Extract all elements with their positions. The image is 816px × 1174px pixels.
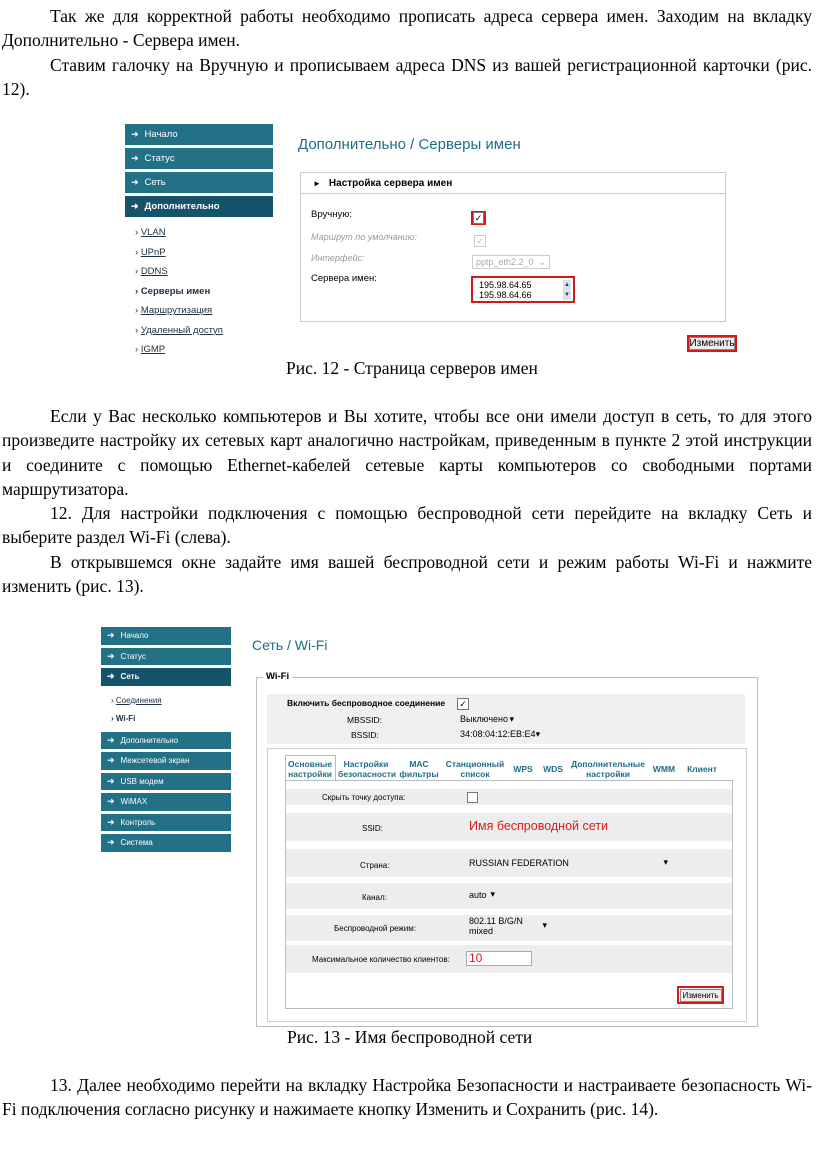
tab-panel [285,780,733,1009]
arrow-right-icon: ➜ [107,671,115,682]
sidebar-sub-upnp[interactable]: › UPnP [135,246,166,258]
arrow-right-icon: ➜ [131,201,139,211]
change-button-highlight[interactable] [687,335,737,352]
paragraph: Так же для корректной работы необходимо прописать адреса сервера имен. Заходим на вкладку Дополнительно - Сервера имен. [2,6,812,51]
tab-wps[interactable]: WPS [513,764,533,774]
figure-12-caption: Рис. 12 - Страница серверов имен [286,358,538,378]
sidebar [125,124,273,356]
arrow-right-icon: ➜ [107,816,115,827]
sidebar-item-system[interactable]: ➜ Система [101,834,231,855]
paragraph: 12. Для настройки подключения с помощью беспроводной сети перейдите на вкладку Сеть и выберите раздел Wi-Fi (слева). [2,503,812,548]
sidebar-item-usb-modem[interactable]: ➜ USB модем [101,773,231,794]
figure-13-caption: Рис. 13 - Имя беспроводной сети [287,1027,533,1047]
sidebar [101,627,231,855]
figure-13-screenshot [101,625,761,1028]
sidebar-sub-routing[interactable]: › Маршрутизация [135,305,213,317]
country-label: Страна: [360,861,390,870]
paragraph: 13. Далее необходимо перейти на вкладку Настройка Безопасности и настраиваете безопасность Wi-Fi подключения согласно рисунку и нажимаете кнопку Изменить и Сохранить (рис. 14). [2,1075,812,1120]
arrow-right-icon: ➜ [107,650,115,661]
interface-label: Интерфейс: [311,253,365,263]
tab-wds[interactable]: WDS [543,764,563,774]
arrow-right-icon: ➜ [131,153,139,163]
default-route-checkbox[interactable]: ✓ [474,235,486,247]
dns-settings-panel [300,172,726,322]
bssid-label: BSSID: [351,730,379,740]
hide-ap-label: Скрыть точку доступа: [322,793,406,802]
chevron-down-icon: ▾ [663,857,668,867]
figure-12-screenshot [125,122,740,356]
sidebar-item-status[interactable]: ➜ Статус [125,148,273,172]
paragraph: Ставим галочку на Вручную и прописываем адреса DNS из вашей регистрационной карточки (рис. 12). [2,54,812,99]
dns-servers-textarea[interactable] [471,276,575,303]
page-title: Дополнительно / Серверы имен [298,136,521,153]
servers-label: Сервера имен: [311,273,377,284]
change-button[interactable]: Изменить [689,338,735,349]
sidebar-sub-vlan[interactable]: › VLAN [135,227,166,239]
tab-client[interactable]: Клиент [687,764,717,774]
section-header: ► Настройка сервера имен [301,173,725,194]
enable-wifi-checkbox[interactable]: ✓ [457,698,469,710]
sidebar-sub-dns-servers[interactable]: › Серверы имен [135,285,211,297]
paragraph: В открывшемся окне задайте имя вашей беспроводной сети и режим работы Wi-Fi и нажмите изменить (рис. 13). [2,551,812,597]
change-button[interactable]: Изменить [680,989,722,1002]
wifi-group [256,671,758,1027]
wireless-mode-select[interactable]: 802.11 B/G/N mixed ▾ [469,915,547,936]
sidebar-item-firewall[interactable]: ➜ Межсетевой экран [101,752,231,773]
arrow-right-icon: ➜ [131,177,139,187]
chevron-down-icon: ▾ [509,713,514,724]
channel-select[interactable]: auto ▾ [469,889,495,900]
row-bg [286,883,732,909]
paragraph: Если у Вас несколько компьютеров и Вы хотите, чтобы все они имели доступ в сеть, то для этого произведите настройку их сетевых карт аналогично настройкам, приведенным в пункте 2 этой инструкции и соедините с помощью Ethernet-кабелей сетевые карты компьютеров со свободными портами маршрутизатора. [2,406,812,499]
channel-label: Канал: [362,893,387,902]
sidebar-item-wimax[interactable]: ➜ WiMAX [101,793,231,814]
enable-wifi-label: Включить беспроводное соединение [287,698,446,708]
arrow-right-icon: ➜ [107,775,115,786]
hide-ap-checkbox[interactable] [467,792,478,803]
interface-select[interactable]: pptp_eth2.2_0 ⌄ [472,255,550,269]
sidebar-sub-remote-access[interactable]: › Удаленный доступ [135,324,223,336]
arrow-right-icon: ➜ [107,734,115,745]
chevron-down-icon: ⌄ [538,256,546,267]
sidebar-sub-ddns[interactable]: › DDNS [135,266,168,278]
arrow-right-icon: ➜ [131,129,139,139]
sidebar-item-network[interactable]: ➜ Сеть [101,668,231,689]
sidebar-item-status[interactable]: ➜ Статус [101,648,231,669]
arrow-right-icon: ➜ [107,796,115,807]
manual-checkbox[interactable]: ✓ [474,213,483,223]
sidebar-sub-connections[interactable]: › Соединения [111,696,162,705]
group-legend: Wi-Fi [263,671,292,682]
sidebar-item-advanced[interactable]: ➜ Дополнительно [125,196,273,220]
sidebar-item-home[interactable]: ➜ Начало [125,124,273,148]
wireless-mode-label: Беспроводной режим: [334,924,416,933]
middle-paragraphs [2,404,812,598]
tabs-container [267,748,747,1022]
page-title: Сеть / Wi-Fi [252,637,328,653]
sidebar-item-advanced[interactable]: ➜ Дополнительно [101,732,231,753]
sidebar-item-home[interactable]: ➜ Начало [101,627,231,648]
arrow-right-icon: ➜ [107,630,115,641]
scrollbar[interactable]: ▲ ▼ [564,282,570,298]
sidebar-item-control[interactable]: ➜ Контроль [101,814,231,835]
manual-checkbox-highlight[interactable] [471,211,486,225]
country-select[interactable]: RUSSIAN FEDERATION ▾ [469,857,668,868]
chevron-down-icon: ▾ [490,889,495,899]
dns-server-1: 195.98.64.65 [479,280,532,290]
change-button-highlight[interactable] [677,986,724,1004]
default-route-label: Маршрут по умолчанию: [311,232,417,242]
ssid-value[interactable]: Имя беспроводной сети [469,819,608,833]
tab-mac-filter[interactable]: MAC фильтры [399,759,439,779]
sidebar-sub-wifi[interactable]: › Wi-Fi [111,714,136,723]
tab-basic[interactable]: Основные настройки [287,759,332,779]
mbssid-select[interactable]: Выключено ▾ [460,713,514,724]
max-clients-input[interactable]: 10 [466,951,532,966]
ssid-label: SSID: [362,824,383,833]
arrow-right-icon: ➜ [107,837,115,848]
sidebar-sub-igmp[interactable]: › IGMP [135,344,166,356]
dns-server-2: 195.98.64.66 [479,290,532,300]
max-clients-label: Максимальное количество клиентов: [312,955,450,964]
mbssid-label: MBSSID: [347,715,382,725]
expand-arrow-icon: ► [313,178,321,188]
manual-label: Вручную: [311,209,352,220]
tab-security[interactable]: Настройки безопасности [338,759,397,779]
wifi-general-table [267,694,745,744]
chevron-down-icon: ▾ [542,920,547,930]
final-paragraph [2,1073,812,1122]
intro-paragraphs [2,4,812,101]
arrow-right-icon: ➜ [107,755,115,766]
tab-wmm[interactable]: WMM [652,764,676,774]
chevron-down-icon: ▾ [535,728,541,739]
tab-station-list[interactable]: Станционный список [445,759,505,779]
bssid-select[interactable]: 34:08:04:12:EB:E4 ▾ [460,728,541,739]
tab-advanced[interactable]: Дополнительные настройки [571,759,645,779]
sidebar-item-network[interactable]: ➜ Сеть [125,172,273,196]
